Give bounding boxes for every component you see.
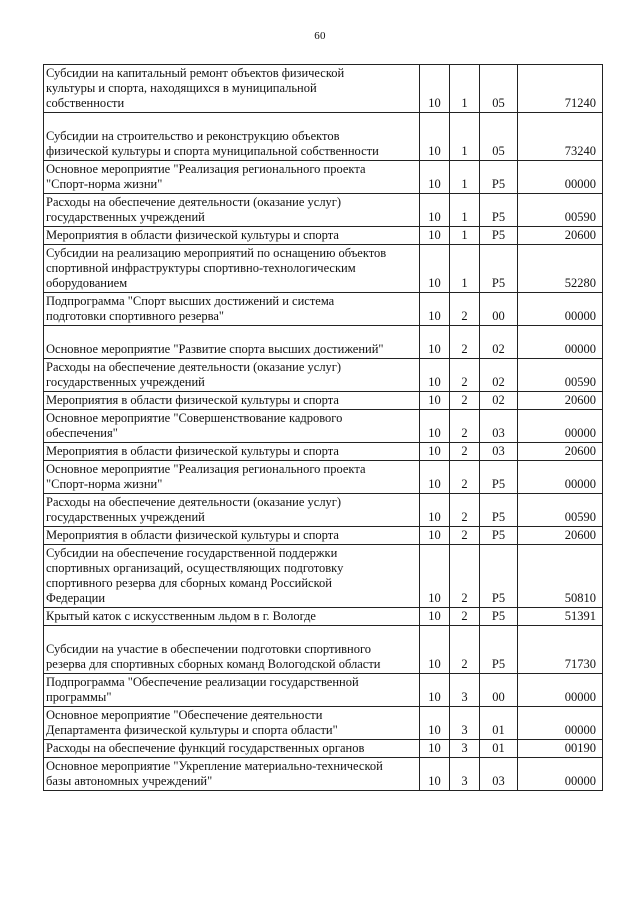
table-row (44, 293, 603, 326)
program-code-cell: P5 (480, 626, 518, 674)
target-code-cell: 00590 (518, 494, 603, 527)
table-row (44, 245, 603, 293)
section-code-cell: 10 (420, 359, 450, 392)
section-code-cell: 10 (420, 626, 450, 674)
program-code-cell: P5 (480, 194, 518, 227)
program-code-cell: P5 (480, 227, 518, 245)
program-code-cell: P5 (480, 494, 518, 527)
program-code-cell: 00 (480, 674, 518, 707)
section-code-cell: 10 (420, 113, 450, 161)
row-name-cell: Расходы на обеспечение деятельности (оказание услуг) государственных учреждений (44, 194, 420, 227)
row-name-cell: Подпрограмма "Спорт высших достижений и система подготовки спортивного резерва" (44, 293, 420, 326)
subsection-code-cell: 2 (450, 461, 480, 494)
row-name-cell: Субсидии на строительство и реконструкцию объектов физической культуры и спорта муниципальной собственности (44, 113, 420, 161)
subsection-code-cell: 1 (450, 113, 480, 161)
program-code-cell: 03 (480, 758, 518, 791)
subsection-code-cell: 2 (450, 545, 480, 608)
subsection-code-cell: 1 (450, 227, 480, 245)
row-name-cell: Расходы на обеспечение функций государственных органов (44, 740, 420, 758)
program-code-cell: 05 (480, 113, 518, 161)
subsection-code-cell: 2 (450, 326, 480, 359)
program-code-cell: P5 (480, 461, 518, 494)
target-code-cell: 00000 (518, 161, 603, 194)
target-code-cell: 00590 (518, 359, 603, 392)
section-code-cell: 10 (420, 608, 450, 626)
section-code-cell: 10 (420, 65, 450, 113)
target-code-cell: 00190 (518, 740, 603, 758)
target-code-cell: 00000 (518, 461, 603, 494)
row-name-cell: Мероприятия в области физической культуры и спорта (44, 527, 420, 545)
table-row (44, 758, 603, 791)
subsection-code-cell: 2 (450, 608, 480, 626)
program-code-cell: 01 (480, 740, 518, 758)
program-code-cell: P5 (480, 245, 518, 293)
program-code-cell: 03 (480, 443, 518, 461)
subsection-code-cell: 1 (450, 161, 480, 194)
row-name-cell: Мероприятия в области физической культуры и спорта (44, 392, 420, 410)
row-name-cell: Основное мероприятие "Реализация регионального проекта "Спорт-норма жизни" (44, 161, 420, 194)
table-row (44, 194, 603, 227)
program-code-cell: P5 (480, 545, 518, 608)
row-name-cell: Основное мероприятие "Реализация регионального проекта "Спорт-норма жизни" (44, 461, 420, 494)
target-code-cell: 51391 (518, 608, 603, 626)
subsection-code-cell: 2 (450, 392, 480, 410)
target-code-cell: 73240 (518, 113, 603, 161)
table-row (44, 161, 603, 194)
section-code-cell: 10 (420, 443, 450, 461)
table-row (44, 461, 603, 494)
target-code-cell: 71240 (518, 65, 603, 113)
program-code-cell: 03 (480, 410, 518, 443)
section-code-cell: 10 (420, 707, 450, 740)
section-code-cell: 10 (420, 161, 450, 194)
section-code-cell: 10 (420, 545, 450, 608)
subsection-code-cell: 3 (450, 707, 480, 740)
subsection-code-cell: 3 (450, 740, 480, 758)
section-code-cell: 10 (420, 326, 450, 359)
section-code-cell: 10 (420, 527, 450, 545)
section-code-cell: 10 (420, 245, 450, 293)
section-code-cell: 10 (420, 758, 450, 791)
table-row (44, 674, 603, 707)
subsection-code-cell: 3 (450, 674, 480, 707)
section-code-cell: 10 (420, 227, 450, 245)
subsection-code-cell: 1 (450, 65, 480, 113)
subsection-code-cell: 3 (450, 758, 480, 791)
subsection-code-cell: 2 (450, 494, 480, 527)
section-code-cell: 10 (420, 494, 450, 527)
section-code-cell: 10 (420, 194, 450, 227)
table-body (44, 65, 603, 791)
row-name-cell: Расходы на обеспечение деятельности (оказание услуг) государственных учреждений (44, 359, 420, 392)
section-code-cell: 10 (420, 392, 450, 410)
subsection-code-cell: 2 (450, 359, 480, 392)
section-code-cell: 10 (420, 293, 450, 326)
program-code-cell: 05 (480, 65, 518, 113)
table-row (44, 494, 603, 527)
row-name-cell: Основное мероприятие "Развитие спорта высших достижений" (44, 326, 420, 359)
target-code-cell: 20600 (518, 227, 603, 245)
budget-classification-table (43, 64, 603, 791)
row-name-cell: Мероприятия в области физической культуры и спорта (44, 227, 420, 245)
page-number: 60 (314, 30, 326, 42)
row-name-cell: Субсидии на участие в обеспечении подготовки спортивного резерва для спортивных сборных команд Вологодской области (44, 626, 420, 674)
subsection-code-cell: 1 (450, 194, 480, 227)
target-code-cell: 00000 (518, 758, 603, 791)
table-row (44, 626, 603, 674)
program-code-cell: 02 (480, 326, 518, 359)
target-code-cell: 00000 (518, 410, 603, 443)
table-row (44, 392, 603, 410)
target-code-cell: 00590 (518, 194, 603, 227)
table-row (44, 527, 603, 545)
section-code-cell: 10 (420, 740, 450, 758)
program-code-cell: P5 (480, 161, 518, 194)
section-code-cell: 10 (420, 674, 450, 707)
subsection-code-cell: 2 (450, 443, 480, 461)
target-code-cell: 00000 (518, 293, 603, 326)
row-name-cell: Крытый каток с искусственным льдом в г. Вологде (44, 608, 420, 626)
table-row (44, 227, 603, 245)
row-name-cell: Субсидии на капитальный ремонт объектов физической культуры и спорта, находящихся в муниципальной собственности (44, 65, 420, 113)
table-row (44, 443, 603, 461)
row-name-cell: Субсидии на реализацию мероприятий по оснащению объектов спортивной инфраструктуры спортивно-технологическим оборудованием (44, 245, 420, 293)
row-name-cell: Мероприятия в области физической культуры и спорта (44, 443, 420, 461)
table-row (44, 359, 603, 392)
table-row (44, 65, 603, 113)
row-name-cell: Основное мероприятие "Совершенствование кадрового обеспечения" (44, 410, 420, 443)
target-code-cell: 00000 (518, 674, 603, 707)
table-row (44, 326, 603, 359)
target-code-cell: 20600 (518, 443, 603, 461)
target-code-cell: 50810 (518, 545, 603, 608)
table-row (44, 608, 603, 626)
program-code-cell: P5 (480, 527, 518, 545)
target-code-cell: 00000 (518, 326, 603, 359)
row-name-cell: Расходы на обеспечение деятельности (оказание услуг) государственных учреждений (44, 494, 420, 527)
table-row (44, 545, 603, 608)
program-code-cell: 02 (480, 359, 518, 392)
program-code-cell: 01 (480, 707, 518, 740)
table-row (44, 410, 603, 443)
row-name-cell: Основное мероприятие "Обеспечение деятельности Департамента физической культуры и спорта области" (44, 707, 420, 740)
subsection-code-cell: 2 (450, 626, 480, 674)
row-name-cell: Подпрограмма "Обеспечение реализации государственной программы" (44, 674, 420, 707)
program-code-cell: 02 (480, 392, 518, 410)
subsection-code-cell: 2 (450, 293, 480, 326)
table-row (44, 707, 603, 740)
subsection-code-cell: 2 (450, 527, 480, 545)
target-code-cell: 71730 (518, 626, 603, 674)
subsection-code-cell: 1 (450, 245, 480, 293)
section-code-cell: 10 (420, 461, 450, 494)
program-code-cell: P5 (480, 608, 518, 626)
row-name-cell: Основное мероприятие "Укрепление материально-технической базы автономных учреждений" (44, 758, 420, 791)
row-name-cell: Субсидии на обеспечение государственной поддержки спортивных организаций, осуществляющих подготовку спортивного резерва для сборных команд Российской Федерации (44, 545, 420, 608)
target-code-cell: 52280 (518, 245, 603, 293)
target-code-cell: 20600 (518, 527, 603, 545)
target-code-cell: 20600 (518, 392, 603, 410)
subsection-code-cell: 2 (450, 410, 480, 443)
section-code-cell: 10 (420, 410, 450, 443)
table-row (44, 113, 603, 161)
table-row (44, 740, 603, 758)
program-code-cell: 00 (480, 293, 518, 326)
target-code-cell: 00000 (518, 707, 603, 740)
